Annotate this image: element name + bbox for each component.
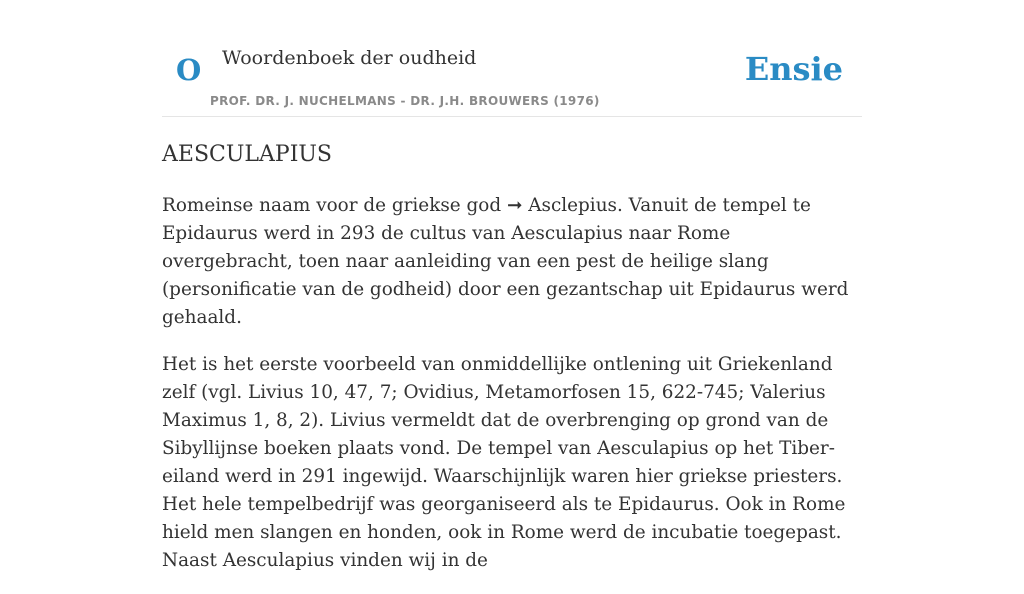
entry-body xyxy=(162,192,862,594)
cross-reference-link[interactable] xyxy=(507,195,617,216)
entry-title: AESCULAPIUS xyxy=(162,142,332,167)
book-authors: PROF. DR. J. NUCHELMANS - DR. J.H. BROUWERS (1976) xyxy=(210,94,600,108)
paragraph-text: Romeinse naam voor de griekse god xyxy=(162,195,507,216)
header xyxy=(162,0,862,117)
arrow-right-icon: ➞ xyxy=(506,195,523,216)
entry-paragraph-2: Het is het eerste voorbeeld van onmiddellijke ontlening uit Griekenland zelf (vgl. Livius 10, 47, 7; Ovidius, Metamorfosen 15, 622-745; Valerius Maximus 1, 8, 2). Livius vermeldt dat de overbrenging op grond van de Sibyllijnse boeken plaats vond. De tempel van Aesculapius op het Tiber-eiland werd in 291 ingewijd. Waarschijnlijk waren hier griekse priesters. Het hele tempelbedrijf was georganiseerd als te Epidaurus. Ook in Rome hield men slangen en honden, ook in Rome werd de incubatie toegepast. Naast Aesculapius vinden wij in de xyxy=(162,354,846,571)
brand-logo[interactable]: Ensie xyxy=(744,50,843,88)
book-title[interactable]: Woordenboek der oudheid xyxy=(222,47,477,69)
paragraph-text: . Vanuit de tempel te Epidaurus werd in 293 de cultus van Aesculapius naar Rome overgebracht, toen naar aanleiding van een pest de heilige slang (personificatie van de godheid) door een gezantschap uit Epidaurus werd gehaald. xyxy=(162,195,849,328)
cross-reference-label: Asclepius xyxy=(528,195,617,216)
entry-paragraph-1 xyxy=(162,192,862,332)
page xyxy=(162,0,862,571)
letter-index-link[interactable]: O xyxy=(176,53,202,87)
